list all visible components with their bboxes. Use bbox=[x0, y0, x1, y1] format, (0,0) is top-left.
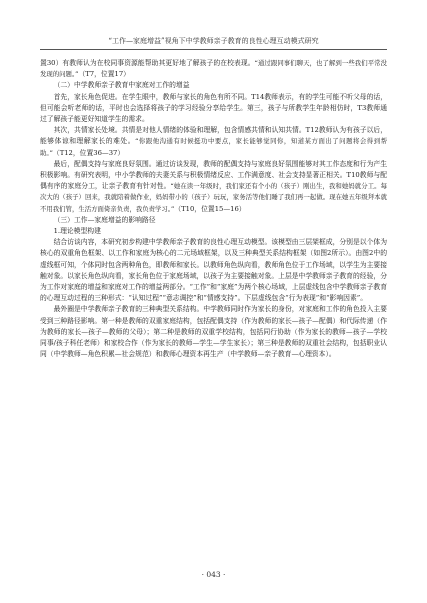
quote-3: “你跟他沟通有时候挺功中要点，家长能够觉同你，知道某方面出了问题将会得到帮助。” bbox=[40, 137, 387, 157]
article-body bbox=[40, 58, 387, 360]
paragraph-3-text: 其次，共情家长处境。共情是对他人情绪的体验和理解，包含情感共情和认知共情。T12教师认为有孩子以后，能够体谅和理解家长的难处。 bbox=[40, 126, 387, 146]
paragraph-1-text: 置30）有教师认为在校同事资源能帮助其更好地了解孩子的在校表现。 bbox=[40, 59, 255, 67]
paragraph-4 bbox=[40, 159, 387, 215]
quote-1: “通过跟同事们聊天，也了解到一些我们平常没发现的问题。” bbox=[40, 59, 387, 79]
paragraph-2: 首先，家长角色促进。在学生眼中，教师与家长的角色有所不同。T14教师表示，有的学生可能不听父母的话，但可能会听老师的话，平时也会选择将孩子的学习经验分享给学生。第三，孩子与所教学生年龄相仿时，T3教师通过了解孩子能更好知道学生的需求。 bbox=[40, 92, 387, 124]
subsection-heading-1: 1.理论模型构建 bbox=[53, 227, 101, 236]
header-rule bbox=[40, 49, 387, 50]
paragraph-3 bbox=[40, 125, 387, 159]
running-header: “工作—家庭增益”视角下中学教师亲子教育的良性心理互动模式研究 bbox=[108, 37, 319, 45]
paragraph-5: 结合访谈内容，本研究初步构建中学教师亲子教育的良性心理互动模型。该模型由三层架框成，分别是以个体为核心的双重角色框架、以工作和家庭为核心的二元场域框架，以及三种典型关系结构框架（如图2所示）。由图2中的虚线框可知，个体同时包含两种角色，即教师和家长。以教师角色纵向看，教师角色位于工作场域，以学生为主要接触对象。以家长角色纵向看，家长角色位于家庭场域，以孩子为主要接触对象。上层是中学教师亲子教育的经验，分为工作对家庭的增益和家庭对工作的增益两部分。“工作”和“家庭”为两个核心场域，上层虚线包含中学教师亲子教育的心理互动过程的三种形式：“认知过程”“意志调控”和“情感支持”。下层虚线包含“行为表现”和“影响因素”。 bbox=[40, 238, 387, 303]
paragraph-6: 最外圈是中学教师亲子教育的三种典型关系结构。中学教师同时作为家长的身份，对家庭和工作的角色投入主要受到三种路径影响。第一种是教师的双重家庭结构，包括配偶支持（作为教师的家长—孩子—配偶）和代际传递（作为教师的家长—孩子—教师的父母）；第二种是教师的双重学校结构，包括同行协助（作为家长的教师—孩子—学校同事/孩子科任老师）和家校合作（作为家长的教师—学生—学生家长）；第三种是教师的双重社会结构，包括职业认同（中学教师—角色积累—社会规范）和教师心理资本再生产（中学教师—亲子教育—心理资本）。 bbox=[40, 305, 387, 359]
page-number: · 043 · bbox=[201, 570, 226, 579]
section-heading-2: （二）中学教师亲子教育中家庭对工作的增益 bbox=[53, 81, 190, 90]
quote-4: “她在读一年级时，我们家还有个小的（孩子）刚出生，我和她妈就分工。每次大的（孩子）回来，我就陪着做作业，妈妈带小的（孩子）玩玩，家务活等他们睡了我们再一起做。现在她五年级拜本就不用我们管，生活方面倚亲负责，我负责学习。” bbox=[40, 182, 388, 213]
citation-3: （T12，位置36—37） bbox=[52, 148, 125, 157]
citation-4: （T10，位置15—16） bbox=[174, 204, 246, 213]
paragraph-1 bbox=[40, 58, 387, 80]
section-heading-3: （三）工作—家庭增益的影响路径 bbox=[53, 215, 156, 224]
paragraph-4-text: 最后，配偶支持与家庭良好氛围。通过访谈发现，教师的配偶支持与家庭良好氛围能够对其工作态度和行为产生积极影响。有研究表明，中小学教师的夫妻关系与积极情绪反应、工作满意度、社会支持显著正相关。T10教师与配偶有序的家庭分工，让亲子教育有针对性。 bbox=[40, 159, 387, 191]
citation-1: （T7，位置17） bbox=[78, 70, 130, 79]
